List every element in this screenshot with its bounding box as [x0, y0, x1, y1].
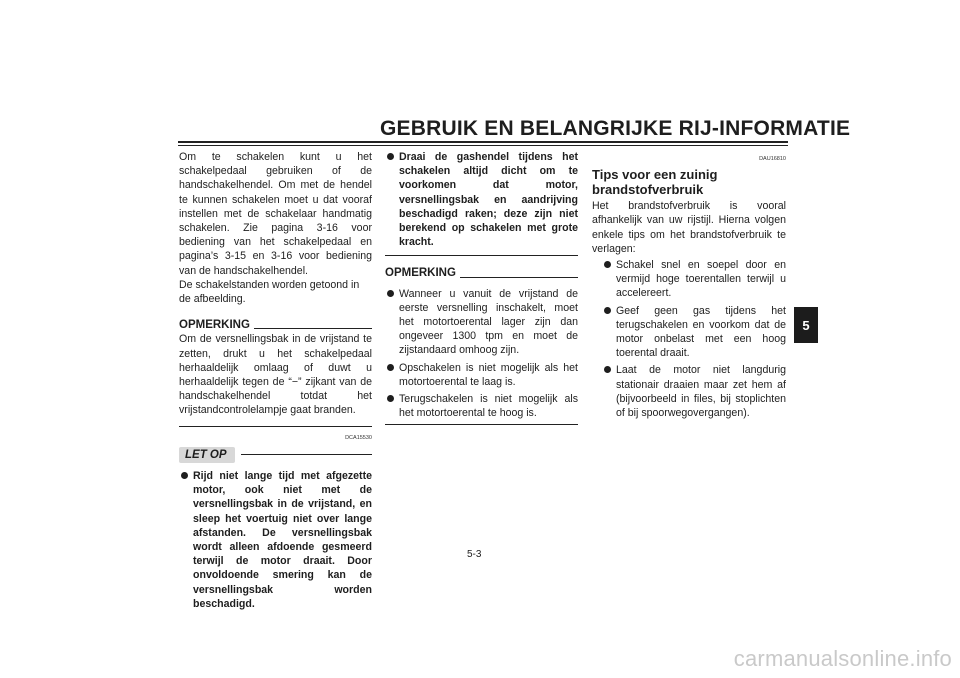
chapter-tab: 5 — [794, 307, 818, 343]
bullet-icon — [387, 364, 394, 371]
bullet-icon — [387, 395, 394, 402]
bullet-icon — [604, 307, 611, 314]
caution-bullet-text: Draai de gashendel tijdens het schakelen altijd dicht om te voorkomen dat motor, versnellingsbak en aandrijving beschadigd raken; deze zijn niet berekend op schakelen met grote kracht. — [399, 151, 578, 249]
bullet-icon — [387, 290, 394, 297]
opmerking-text: Om de versnellingsbak in de vrijstand te zetten, drukt u het schakelpedaal herhaaldelijk omlaag of duwt u herhaaldelijk tegen de “−” zijkant van de handschakelhendel totdat het vrijstandcontrolelampje gaat branden. — [179, 333, 372, 417]
gear-shift-paragraph: Om te schakelen kunt u het schakelpedaal gebruiken of de handschakelhendel. Om met de hendel te kunnen schakelen moet u dat vooraf instellen met de schakelaar handmatig schakelen. Zie pagina 3-16 voor bediening van het schakelpedaal en pagina’s 3-15 en 3-16 voor bediening van de handschakelhendel. — [179, 151, 372, 277]
column-1 — [179, 150, 372, 614]
header-rule — [178, 141, 788, 143]
bullet-icon — [387, 153, 394, 160]
opmerking2-heading — [385, 266, 578, 280]
watermark: carmanualsonline.info — [733, 646, 952, 671]
column-2 — [385, 150, 578, 425]
opmerking2-rule — [460, 277, 578, 278]
list-item — [602, 363, 786, 420]
caution-end-rule — [385, 255, 578, 256]
list-item — [602, 258, 786, 301]
caution-bullet — [385, 150, 578, 249]
opmerking2-label: OPMERKING — [385, 267, 456, 280]
note-text: Terugschakelen is niet mogelijk als het motortoerental te hoog is. — [399, 393, 578, 420]
gear-positions-paragraph: De schakelstanden worden getoond in de afbeelding. — [179, 278, 360, 306]
bullet-icon — [181, 472, 188, 479]
caution-continued-list — [385, 150, 578, 249]
section-code: DAU16810 — [759, 156, 786, 162]
list-item — [385, 287, 578, 358]
list-item — [385, 392, 578, 420]
opmerking-end-rule — [179, 426, 372, 427]
note-text: Wanneer u vanuit de vrijstand de eerste versnelling inschakelt, moet het motortoerental lager zijn dan ongeveer 1300 tpm en moet de zijstandaard omhoog zijn. — [399, 287, 578, 357]
bullet-icon — [604, 366, 611, 373]
tip-text: Schakel snel en soepel door en vermijd hoge toerentallen terwijl u accelereert. — [616, 259, 786, 300]
tip-text: Laat de motor niet langdurig stationair draaien maar zet hem af (bijvoorbeeld in files, bij stoplichten of bij spoorwegovergangen). — [616, 364, 786, 420]
list-item — [385, 361, 578, 389]
opmerking2-end-rule — [385, 424, 578, 425]
letop-badge: LET OP — [179, 447, 235, 463]
tips-list — [602, 258, 786, 420]
opmerking-rule — [254, 328, 372, 329]
tip-text: Geef geen gas tijdens het terugschakelen en voorkom dat de motor onbelast met een hoog toerental draait. — [616, 304, 786, 360]
list-item — [602, 304, 786, 361]
letop-heading — [179, 447, 372, 463]
note-text: Opschakelen is niet mogelijk als het motortoerental te laag is. — [399, 361, 578, 388]
letop-bullet — [179, 469, 372, 611]
header-rule-thin — [178, 145, 788, 146]
caution-code: DCA15530 — [345, 434, 372, 441]
opmerking-label: OPMERKING — [179, 319, 250, 332]
opmerking2-list — [385, 287, 578, 421]
letop-bullet-text: Rijd niet lange tijd met afgezette motor, ook niet met de versnellingsbak in de vrijstand, en sleep het voertuig niet over lange afstanden. De versnellingsbak wordt alleen afdoende gesmeerd terwijl de motor draait. Door onvoldoende smering kan de versnellingsbak worden beschadigd. — [193, 470, 372, 610]
bullet-icon — [604, 261, 611, 268]
tips-intro: Het brandstofverbruik is vooral afhankelijk van uw rijstijl. Hierna volgen enkele tips om het brandstofverbruik te verlagen: — [592, 200, 786, 255]
section-heading: Tips voor een zuinig brandstofverbruik — [592, 167, 718, 198]
page-number: 5-3 — [467, 549, 482, 560]
opmerking-heading — [179, 318, 372, 332]
letop-list — [179, 469, 372, 611]
column-3 — [592, 150, 786, 423]
letop-rule — [241, 454, 372, 455]
page-title: GEBRUIK EN BELANGRIJKE RIJ-INFORMATIE — [380, 117, 851, 140]
